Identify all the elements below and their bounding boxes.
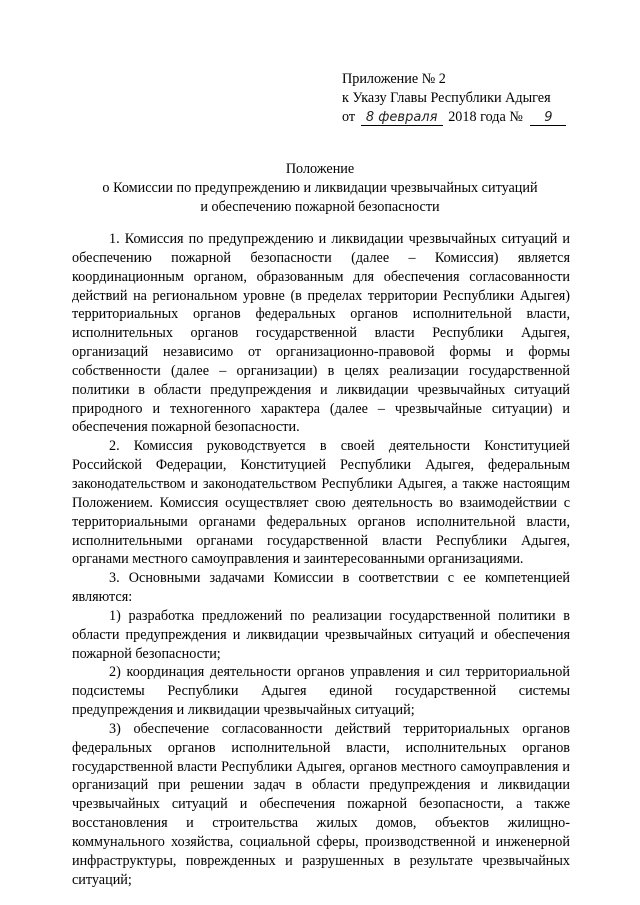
- annex-year-text: 2018 года №: [448, 109, 523, 125]
- document-body: [72, 230, 570, 890]
- annex-title: Приложение № 2: [342, 71, 446, 87]
- title-line-3: и обеспечению пожарной безопасности: [200, 199, 440, 215]
- paragraph-1: 1. Комиссия по предупреждению и ликвидации чрезвычайных ситуаций и обеспечению пожарной безопасности (далее – Комиссия) является координационным органом, образованным для обеспечения согласованности действий на региональном уровне (в пределах территории Республики Адыгея) территориальных органов федеральных органов исполнительной власти, исполнительных органов государственной власти Республики Адыгея, организаций независимо от организационно-правовой формы и формы собственности (далее – организации) в целях реализации государственной политики в области предупреждения и ликвидации чрезвычайных ситуаций природного и техногенного характера (далее – чрезвычайные ситуации) и обеспечения пожарной безопасности.: [72, 231, 570, 436]
- handwritten-date: 8 февраля: [361, 110, 443, 126]
- list-item-2: 2) координация деятельности органов управления и сил территориальной подсистемы Республики Адыгея единой государственной системы предупреждения и ликвидации чрезвычайных ситуаций;: [72, 664, 570, 719]
- title-line-2: о Комиссии по предупреждению и ликвидации чрезвычайных ситуаций: [102, 180, 538, 196]
- annex-date-line: [342, 108, 566, 127]
- title-line-1: Положение: [285, 161, 355, 177]
- annex-header: [342, 70, 566, 127]
- list-item-3: 3) обеспечение согласованности действий территориальных органов федеральных органов исполнительной власти, исполнительных органов государственной власти Республики Адыгея, органов местного самоуправления и организаций при решении задач в области предупреждения и ликвидации чрезвычайных ситуаций и обеспечения пожарной безопасности, а также восстановления и строительства жилых домов, объектов жилищно-коммунального хозяйства, социальной сферы, производственной и инженерной инфраструктуры, поврежденных и разрушенных в результате чрезвычайных ситуаций;: [72, 720, 570, 888]
- annex-reference: к Указу Главы Республики Адыгея: [342, 90, 551, 106]
- list-item-1: 1) разработка предложений по реализации государственной политики в области предупреждения и ликвидации чрезвычайных ситуаций и обеспечения пожарной безопасности;: [72, 607, 570, 662]
- paragraph-3: 3. Основными задачами Комиссии в соответствии с ее компетенцией являются:: [72, 570, 570, 606]
- handwritten-number: 9: [530, 110, 566, 126]
- document-title: [40, 160, 600, 217]
- paragraph-2: 2. Комиссия руководствуется в своей деятельности Конституцией Российской Федерации, Конституцией Республики Адыгея, федеральным законодательством и законодательством Республики Адыгея, а также настоящим Положением. Комиссия осуществляет свою деятельность во взаимодействии с территориальными органами федеральных органов исполнительной власти, исполнительными органами государственной власти Республики Адыгея, органами местного самоуправления и заинтересованными организациями.: [72, 438, 570, 568]
- annex-date-prefix: от: [342, 109, 356, 125]
